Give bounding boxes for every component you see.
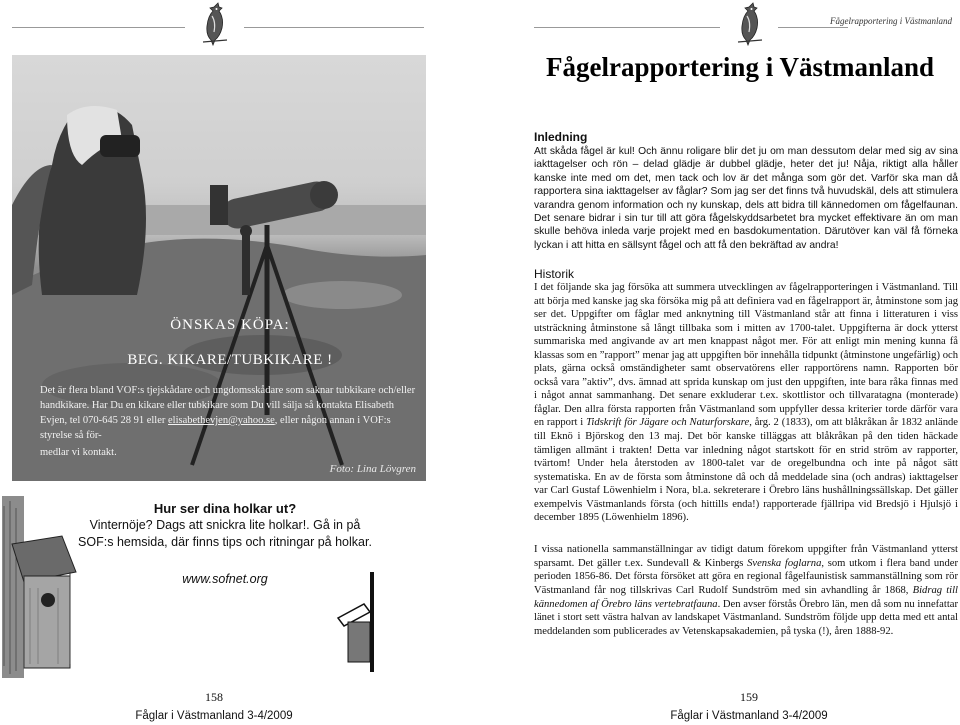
- page-number-right: 159: [740, 690, 758, 704]
- book-title-2: Bidrag till kännedomen af Örebro läns vertebratfauna: [534, 584, 958, 610]
- nest-box-line-1: Vinternöje? Dags att snickra lite holkar!. Gå in på: [89, 518, 361, 532]
- page-number-left: 158: [205, 690, 223, 704]
- ad-heading: ÖNSKAS KÖPA:: [170, 317, 290, 333]
- footer-right: Fåglar i Västmanland 3-4/2009: [670, 710, 828, 722]
- ad-body-end: medlar vi kontakt.: [40, 447, 117, 458]
- running-head: Fågelrapportering i Västmanland: [830, 16, 952, 26]
- nest-box-notice: [70, 500, 380, 551]
- header-rule-right: [534, 27, 720, 28]
- website-link[interactable]: www.sofnet.org: [182, 572, 268, 586]
- section-title-historik: Historik: [534, 267, 575, 281]
- nest-box-title: Hur ser dina holkar ut?: [153, 501, 297, 516]
- closing-text-2: , som utkom i flera band under perioden 1856-86. Det första försöket att göra en regional fågelfaunistisk sammanställning som rör Västmanland får nog tillskrivas Carl Rudolf Sundström med sin avhandling år 1868,: [534, 557, 958, 596]
- ad-body: Det är flera bland VOF:s tjejskådare och ungdomsskådare som saknar tubkikare och/eller handkikare. Har Du en kikare eller tubkikare som Du vill sälja så kontakta Elisabeth Evjen, tel 070-645 28 91 eller: [40, 385, 416, 426]
- historik-text-1: I det följande ska jag försöka att summera utvecklingen av fågelrapporteringen i Västmanland. Till att börja med kanske jag ska försöka mig på att definiera vad en fågelrapport är, åtminstone som jag ser det. Uppgifter om fåglar med anknytning till Västmanland står att finna i litteraturen i viss utsträckning åtminstone så långt tillbaka som i mitten av 1700-talet. Uppgifterna är dock ytterst summariska med angivande av art men knappast något mer. För att enligt min mening kunna få klassas som en ”rapport” menar jag att uppgiften bör innehålla tidpunkt (åtminstone ungefärlig) och plats, gärna också omständigheter samt observatörens eller rapportörens namn. Rapporten bör också vara ”aktiv”, dvs. ämnad att sprida kunskap om just den uppgiften, inte bara råka finnas med i något annat sammanhang. Det senare exkluderar t.ex. skottlistor och tillvaratagna (monterade) fåglar. Den allra första rapporten från Västmanland som uppfyller dessa kriterier torde därför vara en rapport i: [534, 282, 958, 429]
- ad-email-link[interactable]: elisabethevjen@yahoo.se: [168, 415, 275, 426]
- closing-text-1: I vissa nationella sammanställningar av tidigt datum förekom uppgifter från Västmanland ytterst sparsamt. Det gäller t.ex. Sundevall & Kinbergs: [534, 544, 958, 569]
- closing-text-3: . Den avser förstås Örebro län, men då som nu innefattar länet i stort sett västra halvan av landskapet Västmanland. Sundström följde upp detta med ett antal meddelanden som publicerades av Vetenskapsakademien, på tyska (!), åren 1888-92.: [534, 598, 958, 637]
- photo-credit: Foto: Lina Lövgren: [329, 463, 416, 475]
- bird-logo-icon: [198, 2, 232, 46]
- section-title-inledning: Inledning: [534, 130, 588, 144]
- page-title: Fågelrapportering i Västmanland: [545, 52, 934, 82]
- ad-text: [40, 383, 420, 443]
- wanted-binoculars-ad: [40, 317, 420, 458]
- footer-left: Fåglar i Västmanland 3-4/2009: [135, 710, 293, 722]
- birdwatcher-photo: [12, 55, 426, 481]
- bird-logo-icon: [733, 2, 767, 46]
- closing-paragraph: [534, 543, 958, 639]
- journal-title: Tidskrift för Jägare och Naturforskare: [586, 417, 750, 429]
- nest-box-illustration: [2, 496, 78, 678]
- header-rule-far-right: [778, 27, 848, 28]
- historik-text-2: , årg. 2 (1833), om att blåkråkan år 1832 anlände till Eknö i Björskog den 13 maj. Det bör kanske tilläggas att blåkråkan på den tiden häckade tämligen allmänt i trakten! Detta var inledning något startskott för en strid ström av rapporter, tvärtom! Under hela återstoden av 1800-talet var de oregelbundna och inte på något sätt systematiska. En av de första som åtminstone då och då meddelade sina (och andras) iakttagelser var Carl Gustaf Löwenhielm i Nora, bl.a. sekreterare i Örebro läns hushållningssällskap. Det gäller exempelvis Västmanlands första (och hittills enda!) rapporterade fjällripa vid Bredsjö i Hjulsjö i december 1895 (Löwenhielm 1896).: [534, 417, 958, 524]
- historik-paragraph: [534, 281, 958, 525]
- nest-box-line-2: SOF:s hemsida, där finns tips och ritningar på holkar.: [78, 535, 372, 549]
- ad-subheading: BEG. KIKARE/TUBKIKARE !: [127, 352, 333, 368]
- intro-paragraph: Att skåda fågel är kul! Och ännu roligare blir det ju om man dessutom delar med sig av sina iakttagelser och rön – delad glädje är dubbel glädje, heter det ju! Nåja, riktigt alla håller kanske inte med om det, men tack och lov är det många som gör det. Varför ska man då rapportera sina iakttagelser av fåglar? Som jag ser det finns två huvudskäl, dels att stimulera varandra genom information och ny kunskap, dels att bidra till kännedomen om fågelfaunan. Det senare bidrar i sin tur till att göra fågelskyddsarbetet bra mycket effektivare än om man skulle behöva inleda varje projekt med en basdokumentation. Därutöver kan väl få förneka lyckan i att hitta en sällsynt fågel och att få den bekräftad av andra!: [534, 146, 958, 251]
- header-rule-left: [12, 27, 185, 28]
- ad-body-after: , eller någon annan i VOF:s styrelse så för-: [40, 415, 391, 441]
- book-title-1: Svenska foglarna: [747, 557, 822, 569]
- header-rule-middle: [244, 27, 424, 28]
- nest-box-diagram: [334, 572, 390, 672]
